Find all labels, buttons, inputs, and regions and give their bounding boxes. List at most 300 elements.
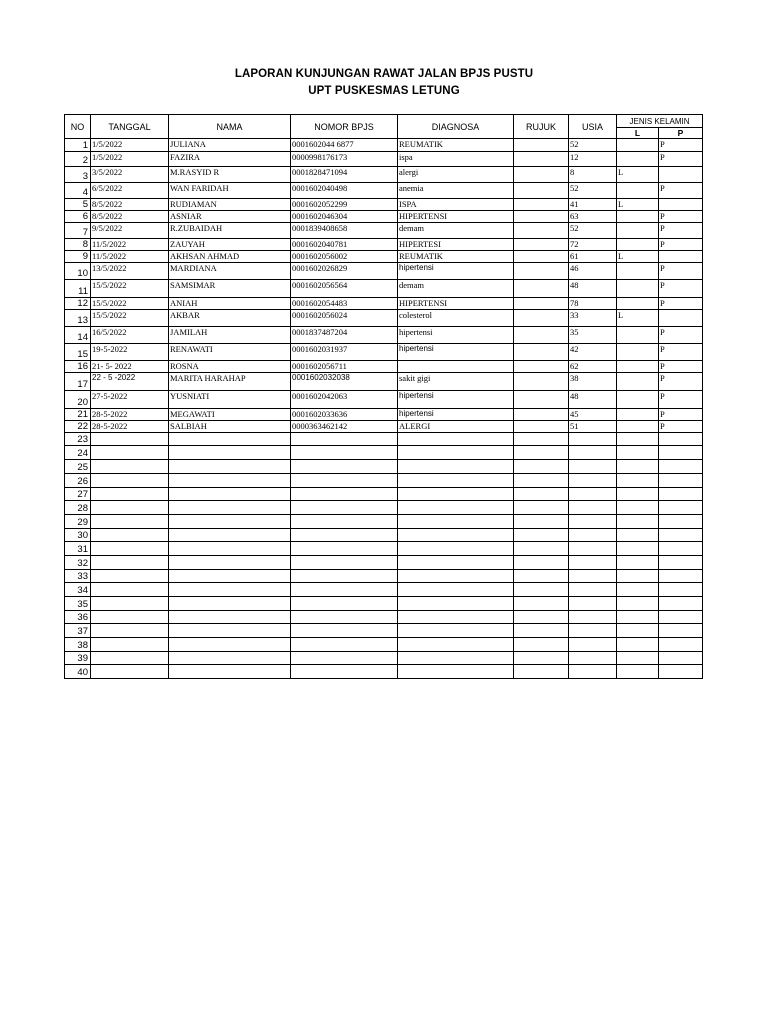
cell-usia xyxy=(569,665,617,679)
table-row xyxy=(65,421,703,433)
cell-nomor-bpjs: 0000998176173 xyxy=(291,152,398,167)
cell-nama: M.RASYID R xyxy=(169,167,291,183)
table-row xyxy=(65,391,703,409)
cell-rujuk xyxy=(514,409,569,421)
cell-nomor-bpjs xyxy=(291,583,398,597)
cell-diagnosa xyxy=(398,638,514,652)
cell-diagnosa xyxy=(398,474,514,488)
cell-no: 35 xyxy=(65,597,91,611)
cell-p xyxy=(659,501,703,515)
cell-nama xyxy=(169,433,291,446)
cell-p xyxy=(659,556,703,570)
table-row xyxy=(65,542,703,556)
cell-no: 1 xyxy=(65,139,91,152)
cell-rujuk xyxy=(514,529,569,542)
cell-usia: 35 xyxy=(569,327,617,344)
cell-diagnosa: demam xyxy=(398,280,514,298)
cell-diagnosa xyxy=(398,570,514,583)
cell-rujuk xyxy=(514,391,569,409)
cell-tanggal: 11/5/2022 xyxy=(91,251,169,263)
cell-diagnosa xyxy=(398,652,514,665)
cell-p: P xyxy=(659,373,703,391)
cell-no: 7 xyxy=(65,223,91,239)
cell-nama: MARDIANA xyxy=(169,263,291,280)
cell-l xyxy=(617,597,659,611)
cell-no: 29 xyxy=(65,515,91,529)
cell-rujuk xyxy=(514,515,569,529)
cell-usia: 41 xyxy=(569,199,617,211)
cell-nomor-bpjs xyxy=(291,433,398,446)
cell-rujuk xyxy=(514,298,569,310)
cell-rujuk xyxy=(514,433,569,446)
cell-nama xyxy=(169,638,291,652)
table-row xyxy=(65,433,703,446)
cell-rujuk xyxy=(514,556,569,570)
cell-tanggal: 8/5/2022 xyxy=(91,199,169,211)
cell-p xyxy=(659,515,703,529)
cell-no: 22 xyxy=(65,421,91,433)
cell-no: 5 xyxy=(65,199,91,211)
cell-rujuk xyxy=(514,421,569,433)
cell-nama: AKHSAN AHMAD xyxy=(169,251,291,263)
cell-usia xyxy=(569,570,617,583)
table-row xyxy=(65,460,703,474)
table-row xyxy=(65,139,703,152)
cell-nama: FAZIRA xyxy=(169,152,291,167)
cell-tanggal xyxy=(91,488,169,501)
cell-l xyxy=(617,474,659,488)
cell-rujuk xyxy=(514,488,569,501)
cell-nomor-bpjs: 0001602026829 xyxy=(291,263,398,280)
cell-tanggal xyxy=(91,624,169,638)
table-row xyxy=(65,474,703,488)
cell-nomor-bpjs: 0001602040498 xyxy=(291,183,398,199)
cell-p: P xyxy=(659,361,703,373)
cell-p xyxy=(659,433,703,446)
cell-nomor-bpjs xyxy=(291,652,398,665)
table-row xyxy=(65,515,703,529)
cell-usia: 78 xyxy=(569,298,617,310)
cell-tanggal xyxy=(91,597,169,611)
table-row xyxy=(65,251,703,263)
cell-diagnosa xyxy=(398,515,514,529)
cell-nomor-bpjs: 0000363462142 xyxy=(291,421,398,433)
cell-diagnosa xyxy=(398,542,514,556)
cell-usia: 33 xyxy=(569,310,617,327)
cell-rujuk xyxy=(514,183,569,199)
cell-nomor-bpjs xyxy=(291,488,398,501)
cell-p: P xyxy=(659,183,703,199)
table-row xyxy=(65,652,703,665)
cell-usia xyxy=(569,501,617,515)
cell-tanggal xyxy=(91,446,169,460)
table-row xyxy=(65,263,703,280)
cell-tanggal: 3/5/2022 xyxy=(91,167,169,183)
cell-nomor-bpjs: 0001837487204 xyxy=(291,327,398,344)
cell-l xyxy=(617,446,659,460)
cell-p xyxy=(659,624,703,638)
cell-l xyxy=(617,239,659,251)
cell-nomor-bpjs xyxy=(291,446,398,460)
table-row xyxy=(65,597,703,611)
cell-nama xyxy=(169,665,291,679)
cell-l xyxy=(617,556,659,570)
cell-l xyxy=(617,409,659,421)
table-row xyxy=(65,624,703,638)
cell-diagnosa xyxy=(398,611,514,624)
cell-no: 20 xyxy=(65,391,91,409)
cell-usia xyxy=(569,583,617,597)
cell-no: 24 xyxy=(65,446,91,460)
cell-p: P xyxy=(659,391,703,409)
cell-usia xyxy=(569,460,617,474)
cell-p: P xyxy=(659,152,703,167)
cell-l xyxy=(617,391,659,409)
cell-usia xyxy=(569,515,617,529)
cell-no: 36 xyxy=(65,611,91,624)
cell-rujuk xyxy=(514,310,569,327)
cell-rujuk xyxy=(514,583,569,597)
cell-nama xyxy=(169,624,291,638)
cell-diagnosa xyxy=(398,556,514,570)
cell-no: 10 xyxy=(65,263,91,280)
cell-no: 38 xyxy=(65,638,91,652)
cell-nama xyxy=(169,515,291,529)
cell-l: L xyxy=(617,251,659,263)
report-title: LAPORAN KUNJUNGAN RAWAT JALAN BPJS PUSTU xyxy=(234,68,534,80)
cell-nama: JAMILAH xyxy=(169,327,291,344)
cell-diagnosa: alergi xyxy=(398,167,514,183)
cell-p xyxy=(659,529,703,542)
cell-nomor-bpjs: 0001602056564 xyxy=(291,280,398,298)
cell-diagnosa: ALERGI xyxy=(398,421,514,433)
cell-rujuk xyxy=(514,652,569,665)
table-row xyxy=(65,556,703,570)
cell-nama xyxy=(169,446,291,460)
cell-l: L xyxy=(617,310,659,327)
header-p: P xyxy=(659,128,703,139)
cell-l xyxy=(617,152,659,167)
cell-usia: 52 xyxy=(569,183,617,199)
cell-l xyxy=(617,139,659,152)
cell-rujuk xyxy=(514,139,569,152)
cell-rujuk xyxy=(514,211,569,223)
cell-rujuk xyxy=(514,373,569,391)
cell-p: P xyxy=(659,298,703,310)
cell-tanggal: 1/5/2022 xyxy=(91,139,169,152)
cell-diagnosa: hipertensi xyxy=(398,327,514,344)
cell-rujuk xyxy=(514,460,569,474)
cell-diagnosa xyxy=(398,529,514,542)
cell-rujuk xyxy=(514,280,569,298)
cell-tanggal: 22 - 5 -2022 xyxy=(91,373,169,391)
cell-nomor-bpjs: 0001828471094 xyxy=(291,167,398,183)
cell-no: 15 xyxy=(65,344,91,361)
table-row xyxy=(65,310,703,327)
table-row xyxy=(65,211,703,223)
cell-diagnosa: hipertensi xyxy=(398,344,514,361)
cell-l xyxy=(617,263,659,280)
cell-usia: 12 xyxy=(569,152,617,167)
cell-nomor-bpjs: 0001602032038 xyxy=(291,373,398,391)
cell-p: P xyxy=(659,263,703,280)
cell-no: 6 xyxy=(65,211,91,223)
table-row xyxy=(65,298,703,310)
table-row xyxy=(65,570,703,583)
cell-l xyxy=(617,488,659,501)
cell-diagnosa xyxy=(398,433,514,446)
cell-p: P xyxy=(659,327,703,344)
cell-tanggal xyxy=(91,515,169,529)
cell-nama xyxy=(169,529,291,542)
table-row xyxy=(65,373,703,391)
cell-l xyxy=(617,344,659,361)
cell-l xyxy=(617,183,659,199)
table-row xyxy=(65,446,703,460)
cell-diagnosa: hipertensi xyxy=(398,263,514,280)
cell-usia xyxy=(569,652,617,665)
header-rujuk: RUJUK xyxy=(514,115,569,139)
cell-nama: RENAWATI xyxy=(169,344,291,361)
cell-no: 28 xyxy=(65,501,91,515)
cell-rujuk xyxy=(514,624,569,638)
cell-usia: 46 xyxy=(569,263,617,280)
cell-diagnosa: REUMATIK xyxy=(398,139,514,152)
cell-l xyxy=(617,583,659,597)
cell-diagnosa: HIPERTESI xyxy=(398,239,514,251)
cell-nomor-bpjs: 0001602054483 xyxy=(291,298,398,310)
cell-usia xyxy=(569,611,617,624)
cell-tanggal xyxy=(91,474,169,488)
cell-nomor-bpjs: 0001602056002 xyxy=(291,251,398,263)
cell-p xyxy=(659,611,703,624)
cell-diagnosa: demam xyxy=(398,223,514,239)
cell-tanggal: 13/5/2022 xyxy=(91,263,169,280)
cell-nama: YUSNIATI xyxy=(169,391,291,409)
cell-nama xyxy=(169,474,291,488)
cell-l xyxy=(617,515,659,529)
cell-tanggal xyxy=(91,433,169,446)
table-row xyxy=(65,409,703,421)
cell-nomor-bpjs xyxy=(291,638,398,652)
table-row xyxy=(65,665,703,679)
cell-nomor-bpjs: 0001602052299 xyxy=(291,199,398,211)
cell-nomor-bpjs: 0001602031937 xyxy=(291,344,398,361)
cell-diagnosa: colesterol xyxy=(398,310,514,327)
cell-l xyxy=(617,421,659,433)
cell-no: 39 xyxy=(65,652,91,665)
cell-rujuk xyxy=(514,501,569,515)
cell-diagnosa: sakit gigi xyxy=(398,373,514,391)
cell-nama: SALBIAH xyxy=(169,421,291,433)
cell-no: 33 xyxy=(65,570,91,583)
cell-p xyxy=(659,583,703,597)
cell-diagnosa: anemia xyxy=(398,183,514,199)
table-row xyxy=(65,583,703,597)
cell-l xyxy=(617,638,659,652)
cell-p xyxy=(659,251,703,263)
cell-usia: 48 xyxy=(569,391,617,409)
cell-diagnosa: hipertensi xyxy=(398,391,514,409)
cell-nomor-bpjs xyxy=(291,556,398,570)
cell-l xyxy=(617,361,659,373)
cell-nama xyxy=(169,597,291,611)
cell-l xyxy=(617,211,659,223)
cell-diagnosa: ispa xyxy=(398,152,514,167)
cell-tanggal xyxy=(91,556,169,570)
cell-tanggal: 15/5/2022 xyxy=(91,310,169,327)
cell-tanggal: 6/5/2022 xyxy=(91,183,169,199)
cell-no: 40 xyxy=(65,665,91,679)
cell-no: 11 xyxy=(65,280,91,298)
cell-no: 13 xyxy=(65,310,91,327)
cell-p xyxy=(659,638,703,652)
cell-nama xyxy=(169,583,291,597)
cell-usia xyxy=(569,474,617,488)
cell-no: 27 xyxy=(65,488,91,501)
cell-usia: 61 xyxy=(569,251,617,263)
cell-tanggal xyxy=(91,583,169,597)
cell-diagnosa xyxy=(398,488,514,501)
cell-rujuk xyxy=(514,611,569,624)
cell-l xyxy=(617,501,659,515)
cell-tanggal: 28-5-2022 xyxy=(91,409,169,421)
cell-no: 16 xyxy=(65,361,91,373)
table-row xyxy=(65,239,703,251)
cell-p: P xyxy=(659,421,703,433)
cell-nama: ANIAH xyxy=(169,298,291,310)
cell-usia: 52 xyxy=(569,223,617,239)
cell-no: 34 xyxy=(65,583,91,597)
cell-rujuk xyxy=(514,327,569,344)
header-tanggal: TANGGAL xyxy=(91,115,169,139)
cell-no: 14 xyxy=(65,327,91,344)
cell-rujuk xyxy=(514,199,569,211)
cell-diagnosa xyxy=(398,460,514,474)
cell-p: P xyxy=(659,409,703,421)
table-row xyxy=(65,529,703,542)
cell-rujuk xyxy=(514,167,569,183)
cell-l xyxy=(617,280,659,298)
cell-no: 30 xyxy=(65,529,91,542)
cell-nomor-bpjs: 0001602042063 xyxy=(291,391,398,409)
cell-l xyxy=(617,624,659,638)
cell-no: 3 xyxy=(65,167,91,183)
cell-nomor-bpjs: 0001602046304 xyxy=(291,211,398,223)
cell-nomor-bpjs: 0001602033636 xyxy=(291,409,398,421)
cell-nomor-bpjs: 0001602056024 xyxy=(291,310,398,327)
cell-l xyxy=(617,327,659,344)
cell-nama: ROSNA xyxy=(169,361,291,373)
cell-l: L xyxy=(617,167,659,183)
cell-tanggal xyxy=(91,652,169,665)
cell-p: P xyxy=(659,211,703,223)
cell-diagnosa: hipertensi xyxy=(398,409,514,421)
cell-p xyxy=(659,199,703,211)
cell-l xyxy=(617,373,659,391)
table-row xyxy=(65,199,703,211)
table-row xyxy=(65,152,703,167)
table-row xyxy=(65,611,703,624)
cell-no: 21 xyxy=(65,409,91,421)
cell-p xyxy=(659,542,703,556)
header-nama: NAMA xyxy=(169,115,291,139)
cell-nomor-bpjs xyxy=(291,542,398,556)
cell-l xyxy=(617,460,659,474)
cell-rujuk xyxy=(514,597,569,611)
cell-rujuk xyxy=(514,665,569,679)
cell-rujuk xyxy=(514,361,569,373)
cell-nama: WAN FARIDAH xyxy=(169,183,291,199)
cell-nama xyxy=(169,611,291,624)
cell-nama: JULIANA xyxy=(169,139,291,152)
cell-usia: 51 xyxy=(569,421,617,433)
cell-nama: RUDIAMAN xyxy=(169,199,291,211)
cell-rujuk xyxy=(514,263,569,280)
cell-usia: 38 xyxy=(569,373,617,391)
cell-diagnosa xyxy=(398,501,514,515)
cell-no: 25 xyxy=(65,460,91,474)
cell-tanggal xyxy=(91,570,169,583)
cell-l xyxy=(617,223,659,239)
cell-usia: 52 xyxy=(569,139,617,152)
cell-rujuk xyxy=(514,152,569,167)
cell-nama: R.ZUBAIDAH xyxy=(169,223,291,239)
cell-no: 31 xyxy=(65,542,91,556)
cell-diagnosa: HIPERTENSI xyxy=(398,211,514,223)
cell-p: P xyxy=(659,239,703,251)
cell-nama: MARITA HARAHAP xyxy=(169,373,291,391)
cell-diagnosa: ISPA xyxy=(398,199,514,211)
cell-nama xyxy=(169,652,291,665)
cell-tanggal xyxy=(91,501,169,515)
cell-tanggal: 15/5/2022 xyxy=(91,298,169,310)
cell-usia xyxy=(569,624,617,638)
cell-rujuk xyxy=(514,446,569,460)
cell-l xyxy=(617,570,659,583)
cell-p: P xyxy=(659,280,703,298)
cell-tanggal: 28-5-2022 xyxy=(91,421,169,433)
cell-diagnosa xyxy=(398,583,514,597)
cell-nama: ASNIAR xyxy=(169,211,291,223)
cell-rujuk xyxy=(514,542,569,556)
table-row xyxy=(65,488,703,501)
cell-usia: 48 xyxy=(569,280,617,298)
cell-usia xyxy=(569,542,617,556)
cell-nama xyxy=(169,542,291,556)
cell-nama xyxy=(169,570,291,583)
cell-usia: 72 xyxy=(569,239,617,251)
table-row xyxy=(65,327,703,344)
cell-l xyxy=(617,529,659,542)
cell-nomor-bpjs xyxy=(291,460,398,474)
cell-nomor-bpjs xyxy=(291,529,398,542)
cell-diagnosa xyxy=(398,361,514,373)
cell-tanggal: 9/5/2022 xyxy=(91,223,169,239)
header-usia: USIA xyxy=(569,115,617,139)
cell-rujuk xyxy=(514,239,569,251)
cell-tanggal: 1/5/2022 xyxy=(91,152,169,167)
cell-p xyxy=(659,652,703,665)
header-no: NO xyxy=(65,115,91,139)
cell-l xyxy=(617,542,659,556)
cell-usia: 62 xyxy=(569,361,617,373)
cell-p xyxy=(659,474,703,488)
header-l: L xyxy=(617,128,659,139)
cell-rujuk xyxy=(514,251,569,263)
table-row xyxy=(65,167,703,183)
cell-diagnosa: REUMATIK xyxy=(398,251,514,263)
